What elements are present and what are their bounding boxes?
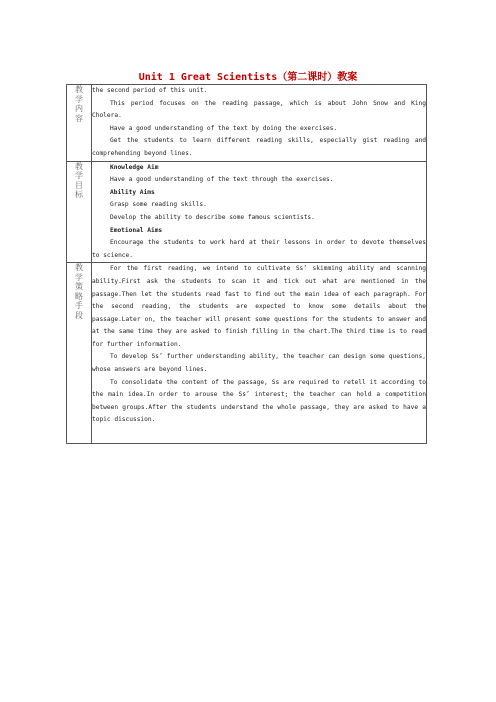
- section-heading: Knowledge Aim: [110, 163, 159, 171]
- row-content-cell: [92, 263, 427, 444]
- document-title: Unit 1 Great Scientists（第二课时）教案: [138, 72, 358, 83]
- row-label: 教学策略手段: [75, 263, 83, 320]
- row-label: 教学目标: [75, 161, 83, 200]
- table-row: [67, 263, 427, 444]
- paragraph: Have a good understanding of the text by doing the exercises.: [110, 124, 338, 132]
- paragraph: the second period of this unit.: [92, 87, 208, 94]
- section-heading: Ability Aims: [110, 188, 155, 196]
- paragraph: Encourage the students to work hard at their lessons in order to devote themselves to science.: [92, 239, 426, 259]
- row-label-cell: [67, 85, 92, 162]
- paragraph: Have a good understanding of the text through the exercises.: [110, 176, 334, 184]
- row-content-cell: [92, 85, 427, 162]
- paragraph: To consolidate the content of the passage, Ss are required to retell it according to the main idea.In order to arouse the Ss’ interest; the teacher can hold a competition between groups.After the students understand the whole passage, they are asked to have a topic discussion.: [92, 378, 426, 424]
- row-label-cell: [67, 263, 92, 444]
- row-content-cell: [92, 161, 427, 263]
- section-heading: Emotional Aims: [110, 226, 163, 234]
- row-label-cell: [67, 161, 92, 263]
- table-row: [67, 85, 427, 162]
- paragraph: This period focuses on the reading passage, which is about John Snow and King Cholera.: [92, 99, 426, 120]
- table-row: [67, 161, 427, 263]
- paragraph: Develop the ability to describe some famous scientists.: [110, 213, 315, 221]
- lesson-plan-table: [66, 84, 427, 444]
- row-label: 教学内容: [75, 85, 83, 123]
- paragraph: Grasp some reading skills.: [110, 201, 207, 209]
- paragraph: Get the students to learn different reading skills, especially gist reading and comprehending beyond lines.: [92, 137, 426, 157]
- paragraph: For the first reading, we intend to cultivate Ss’ skimming ability and scanning ability.First ask the students to scan it and tick out what are mentioned in the passage.Then let the students read fast to find out the main idea of each paragraph. For the second reading, the students are expected to know some details about the passage.Later on, the teacher will present some questions for the students to answer and at the same time they are asked to finish filling in the chart.The third time is to read for further information.: [92, 265, 426, 348]
- paragraph: To develop Ss’ further understanding ability, the teacher can design some questions, whose answers are beyond lines.: [92, 353, 426, 374]
